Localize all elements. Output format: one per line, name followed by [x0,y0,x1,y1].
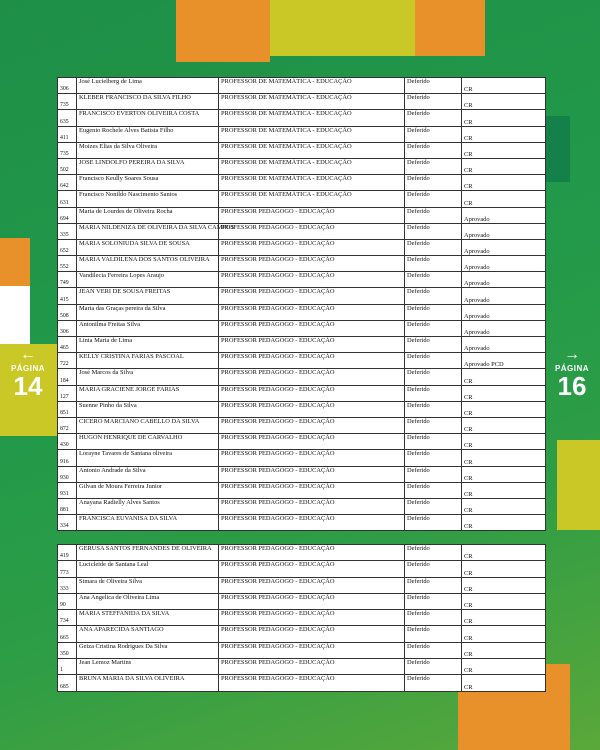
results-table-sheet-2 [57,544,546,691]
position-cell: PROFESSOR PEDAGOGO - EDUCAÇÃO [219,434,405,450]
next-page-label: PÁGINA [554,364,590,373]
status-cell: Deferido [405,126,462,142]
candidate-id-cell: 635 [58,110,77,126]
candidate-name-cell: Maria de Lourdes de Oliveira Rocha [77,207,219,223]
status-cell: Deferido [405,515,462,531]
result-cell: CR [462,142,546,158]
result-cell: Aprovado [462,223,546,239]
position-cell: PROFESSOR PEDAGOGO - EDUCAÇÃO [219,561,405,577]
candidate-id-cell: 1 [58,659,77,675]
next-page-number: 16 [557,371,587,401]
candidate-name-cell: MARIA VALDILENA DOS SANTOS OLIVEIRA [77,256,219,272]
result-cell: CR [462,94,546,110]
table-row [58,434,546,450]
result-cell: CR [462,610,546,626]
position-cell: PROFESSOR PEDAGOGO - EDUCAÇÃO [219,239,405,255]
result-cell: Aprovado [462,239,546,255]
result-cell: CR [462,126,546,142]
candidate-id-cell: 722 [58,353,77,369]
position-cell: PROFESSOR PEDAGOGO - EDUCAÇÃO [219,482,405,498]
candidate-id-cell: 502 [58,158,77,174]
table-row [58,610,546,626]
candidate-id-cell: 335 [58,223,77,239]
candidate-id-cell: 642 [58,175,77,191]
result-cell: CR [462,175,546,191]
results-table-sheet [57,77,546,530]
status-cell: Deferido [405,498,462,514]
table-row [58,223,546,239]
results-table [57,77,546,531]
status-cell: Deferido [405,175,462,191]
table-row [58,239,546,255]
position-cell: PROFESSOR PEDAGOGO - EDUCAÇÃO [219,288,405,304]
candidate-name-cell: JEAN VERI DE SOUSA FREITAS [77,288,219,304]
table-row [58,353,546,369]
candidate-id-cell: 333 [58,577,77,593]
white-block-left [0,286,30,344]
candidate-id-cell: 851 [58,401,77,417]
candidate-name-cell: BRUNA MARIA DA SILVA OLIVEIRA [77,675,219,691]
table-row [58,450,546,466]
result-cell: CR [462,626,546,642]
result-cell: Aprovado [462,288,546,304]
candidate-id-cell: 552 [58,256,77,272]
status-cell: Deferido [405,272,462,288]
table-row [58,304,546,320]
dark-green-block-right [546,116,570,182]
result-cell: Aprovado PCD [462,353,546,369]
result-cell: CR [462,593,546,609]
position-cell: PROFESSOR PEDAGOGO - EDUCAÇÃO [219,417,405,433]
candidate-name-cell: MARIA NILDENIZA DE OLIVEIRA DA SILVA CAMPOS [77,223,219,239]
candidate-id-cell: 350 [58,642,77,658]
table-row [58,626,546,642]
table-row [58,337,546,353]
position-cell: PROFESSOR PEDAGOGO - EDUCAÇÃO [219,642,405,658]
status-cell: Deferido [405,642,462,658]
position-cell: PROFESSOR PEDAGOGO - EDUCAÇÃO [219,675,405,691]
candidate-id-cell: 665 [58,626,77,642]
status-cell: Deferido [405,659,462,675]
result-cell: CR [462,369,546,385]
position-cell: PROFESSOR PEDAGOGO - EDUCAÇÃO [219,515,405,531]
result-cell: Aprovado [462,337,546,353]
orange-block-top-right [415,0,485,56]
status-cell: Deferido [405,577,462,593]
table-row [58,577,546,593]
table-row [58,498,546,514]
result-cell: Aprovado [462,256,546,272]
table-row [58,191,546,207]
candidate-name-cell: JOSE LINDOLFO PEREIRA DA SILVA [77,158,219,174]
position-cell: PROFESSOR PEDAGOGO - EDUCAÇÃO [219,353,405,369]
candidate-id-cell: 773 [58,561,77,577]
candidate-name-cell: Eugenio Rochele Alves Batista Filho [77,126,219,142]
position-cell: PROFESSOR DE MATEMÁTICA - EDUCAÇÃO [219,158,405,174]
table-row [58,288,546,304]
position-cell: PROFESSOR DE MATEMÁTICA - EDUCAÇÃO [219,191,405,207]
result-cell: CR [462,659,546,675]
candidate-id-cell: 734 [58,610,77,626]
position-cell: PROFESSOR PEDAGOGO - EDUCAÇÃO [219,466,405,482]
candidate-name-cell: MARIA GRACIENE JORGE FARIAS [77,385,219,401]
table-row [58,466,546,482]
candidate-name-cell: GERUSA SANTOS FERNANDES DE OLIVEIRA [77,545,219,561]
result-cell: Aprovado [462,207,546,223]
position-cell: PROFESSOR DE MATEMÁTICA - EDUCAÇÃO [219,126,405,142]
candidate-name-cell: Gilvan de Moura Ferreira Junior [77,482,219,498]
position-cell: PROFESSOR DE MATEMÁTICA - EDUCAÇÃO [219,175,405,191]
table-row [58,320,546,336]
result-cell: CR [462,675,546,691]
candidate-id-cell: 430 [58,434,77,450]
table-row [58,78,546,94]
result-cell: Aprovado [462,320,546,336]
candidate-name-cell: Anayana Radielly Alves Santos [77,498,219,514]
candidate-id-cell: 931 [58,482,77,498]
position-cell: PROFESSOR PEDAGOGO - EDUCAÇÃO [219,272,405,288]
candidate-name-cell: MARIA STEFFANIDA DA SILVA [77,610,219,626]
result-cell: CR [462,545,546,561]
candidate-id-cell: 415 [58,288,77,304]
status-cell: Deferido [405,450,462,466]
table-row [58,369,546,385]
orange-block-left [0,238,30,286]
candidate-id-cell: 419 [58,545,77,561]
candidate-name-cell: Lucicleide de Santana Leal [77,561,219,577]
candidate-id-cell: 465 [58,337,77,353]
position-cell: PROFESSOR PEDAGOGO - EDUCAÇÃO [219,545,405,561]
result-cell: CR [462,577,546,593]
position-cell: PROFESSOR PEDAGOGO - EDUCAÇÃO [219,577,405,593]
prev-page-nav[interactable] [6,348,50,399]
candidate-name-cell: Moizes Elias da Silva Oliveira [77,142,219,158]
candidate-name-cell: José Marcos da Silva [77,369,219,385]
position-cell: PROFESSOR PEDAGOGO - EDUCAÇÃO [219,626,405,642]
candidate-name-cell: Simara de Oliveira Silva [77,577,219,593]
position-cell: PROFESSOR PEDAGOGO - EDUCAÇÃO [219,320,405,336]
status-cell: Deferido [405,434,462,450]
candidate-id-cell: 334 [58,515,77,531]
position-cell: PROFESSOR PEDAGOGO - EDUCAÇÃO [219,369,405,385]
status-cell: Deferido [405,320,462,336]
candidate-id-cell: 652 [58,239,77,255]
result-cell: CR [462,515,546,531]
position-cell: PROFESSOR DE MATEMÁTICA - EDUCAÇÃO [219,78,405,94]
table-row [58,94,546,110]
candidate-name-cell: Jean Lemoz Martins [77,659,219,675]
prev-page-label: PÁGINA [10,364,46,373]
table-row [58,561,546,577]
position-cell: PROFESSOR PEDAGOGO - EDUCAÇÃO [219,593,405,609]
table-row [58,142,546,158]
candidate-name-cell: José Lucielberg de Lima [77,78,219,94]
candidate-name-cell: Antonio Andrade da Silva [77,466,219,482]
result-cell: CR [462,434,546,450]
candidate-id-cell: 872 [58,417,77,433]
result-cell: CR [462,385,546,401]
table-row [58,417,546,433]
prev-page-number: 14 [13,371,43,401]
candidate-id-cell: 735 [58,142,77,158]
candidate-id-cell: 306 [58,320,77,336]
position-cell: PROFESSOR PEDAGOGO - EDUCAÇÃO [219,304,405,320]
position-cell: PROFESSOR DE MATEMÁTICA - EDUCAÇÃO [219,142,405,158]
result-cell: CR [462,417,546,433]
status-cell: Deferido [405,417,462,433]
status-cell: Deferido [405,545,462,561]
table-row [58,482,546,498]
result-cell: CR [462,498,546,514]
candidate-name-cell: MARIA SOLONIUDA SILVA DE SOUSA [77,239,219,255]
candidate-name-cell: Francisco Keully Soares Sousa [77,175,219,191]
table-row [58,126,546,142]
result-cell: CR [462,450,546,466]
candidate-id-cell: 735 [58,94,77,110]
candidate-id-cell: 749 [58,272,77,288]
table-row [58,515,546,531]
candidate-id-cell: 184 [58,369,77,385]
candidate-name-cell: Suenne Pinho da Silva [77,401,219,417]
table-row [58,256,546,272]
status-cell: Deferido [405,675,462,691]
arrow-left-icon: ← [20,346,36,363]
candidate-name-cell: HUGON HENRIQUE DE CARVALHO [77,434,219,450]
arrow-right-icon: → [564,346,580,363]
candidate-name-cell: Antonilma Freitas Silva [77,320,219,336]
status-cell: Deferido [405,482,462,498]
candidate-id-cell: 930 [58,466,77,482]
status-cell: Deferido [405,401,462,417]
result-cell: CR [462,482,546,498]
candidate-name-cell: Lorayne Tavares de Santana oliveira [77,450,219,466]
table-row [58,593,546,609]
position-cell: PROFESSOR PEDAGOGO - EDUCAÇÃO [219,610,405,626]
candidate-name-cell: KLEBER FRANCISCO DA SILVA FILHO [77,94,219,110]
candidate-id-cell: 631 [58,191,77,207]
status-cell: Deferido [405,94,462,110]
position-cell: PROFESSOR PEDAGOGO - EDUCAÇÃO [219,401,405,417]
table-row [58,401,546,417]
status-cell: Deferido [405,223,462,239]
position-cell: PROFESSOR PEDAGOGO - EDUCAÇÃO [219,659,405,675]
candidate-name-cell: FRANCISCA EUVANISA DA SILVA [77,515,219,531]
table-row [58,545,546,561]
candidate-name-cell: Maria das Graças pereira da Silva [77,304,219,320]
candidate-name-cell: KELLY CRISTINA FARIAS PASCOAL [77,353,219,369]
result-cell: CR [462,158,546,174]
position-cell: PROFESSOR PEDAGOGO - EDUCAÇÃO [219,450,405,466]
result-cell: Aprovado [462,272,546,288]
status-cell: Deferido [405,110,462,126]
candidate-name-cell: ANA APARECIDA SANTIAGO [77,626,219,642]
status-cell: Deferido [405,610,462,626]
orange-block-top [176,0,270,62]
candidate-id-cell: 411 [58,126,77,142]
candidate-name-cell: Linia Maria de Lima [77,337,219,353]
table-row [58,207,546,223]
candidate-id-cell: 306 [58,78,77,94]
status-cell: Deferido [405,466,462,482]
result-cell: CR [462,110,546,126]
status-cell: Deferido [405,385,462,401]
status-cell: Deferido [405,369,462,385]
next-page-nav[interactable] [550,348,594,399]
result-cell: CR [462,401,546,417]
candidate-id-cell: 685 [58,675,77,691]
status-cell: Deferido [405,239,462,255]
candidate-name-cell: FRANCISCO EVERTON OLIVEIRA COSTA [77,110,219,126]
table-row [58,659,546,675]
candidate-name-cell: Ana Angelica de Oliveira Lima [77,593,219,609]
table-row [58,110,546,126]
result-cell: CR [462,78,546,94]
candidate-id-cell: 90 [58,593,77,609]
position-cell: PROFESSOR PEDAGOGO - EDUCAÇÃO [219,385,405,401]
candidate-name-cell: Francisco Nonildo Nascimento Santos [77,191,219,207]
yellow-block-right [557,440,600,530]
status-cell: Deferido [405,288,462,304]
result-cell: CR [462,561,546,577]
position-cell: PROFESSOR DE MATEMÁTICA - EDUCAÇÃO [219,94,405,110]
results-table-2 [57,544,546,692]
status-cell: Deferido [405,191,462,207]
candidate-id-cell: 881 [58,498,77,514]
candidate-id-cell: 508 [58,304,77,320]
status-cell: Deferido [405,626,462,642]
candidate-name-cell: Geiza Cristina Rodrigues Da Silva [77,642,219,658]
status-cell: Deferido [405,304,462,320]
result-cell: CR [462,191,546,207]
table-row [58,272,546,288]
status-cell: Deferido [405,593,462,609]
candidate-name-cell: CICERO MARCIANO CABELLO DA SILVA [77,417,219,433]
position-cell: PROFESSOR DE MATEMÁTICA - EDUCAÇÃO [219,110,405,126]
status-cell: Deferido [405,353,462,369]
position-cell: PROFESSOR PEDAGOGO - EDUCAÇÃO [219,498,405,514]
table-row [58,158,546,174]
status-cell: Deferido [405,561,462,577]
result-cell: CR [462,642,546,658]
status-cell: Deferido [405,78,462,94]
result-cell: CR [462,466,546,482]
position-cell: PROFESSOR PEDAGOGO - EDUCAÇÃO [219,337,405,353]
status-cell: Deferido [405,256,462,272]
candidate-id-cell: 694 [58,207,77,223]
candidate-id-cell: 916 [58,450,77,466]
table-row [58,175,546,191]
table-row [58,385,546,401]
status-cell: Deferido [405,337,462,353]
result-cell: Aprovado [462,304,546,320]
table-row [58,642,546,658]
candidate-id-cell: 127 [58,385,77,401]
position-cell: PROFESSOR PEDAGOGO - EDUCAÇÃO [219,256,405,272]
candidate-name-cell: Vandilecia Ferreira Lopes Araujo [77,272,219,288]
status-cell: Deferido [405,158,462,174]
yellow-block-top [270,0,415,56]
position-cell: PROFESSOR PEDAGOGO - EDUCAÇÃO [219,207,405,223]
status-cell: Deferido [405,142,462,158]
table-row [58,675,546,691]
status-cell: Deferido [405,207,462,223]
position-cell: PROFESSOR PEDAGOGO - EDUCAÇÃO [219,223,405,239]
